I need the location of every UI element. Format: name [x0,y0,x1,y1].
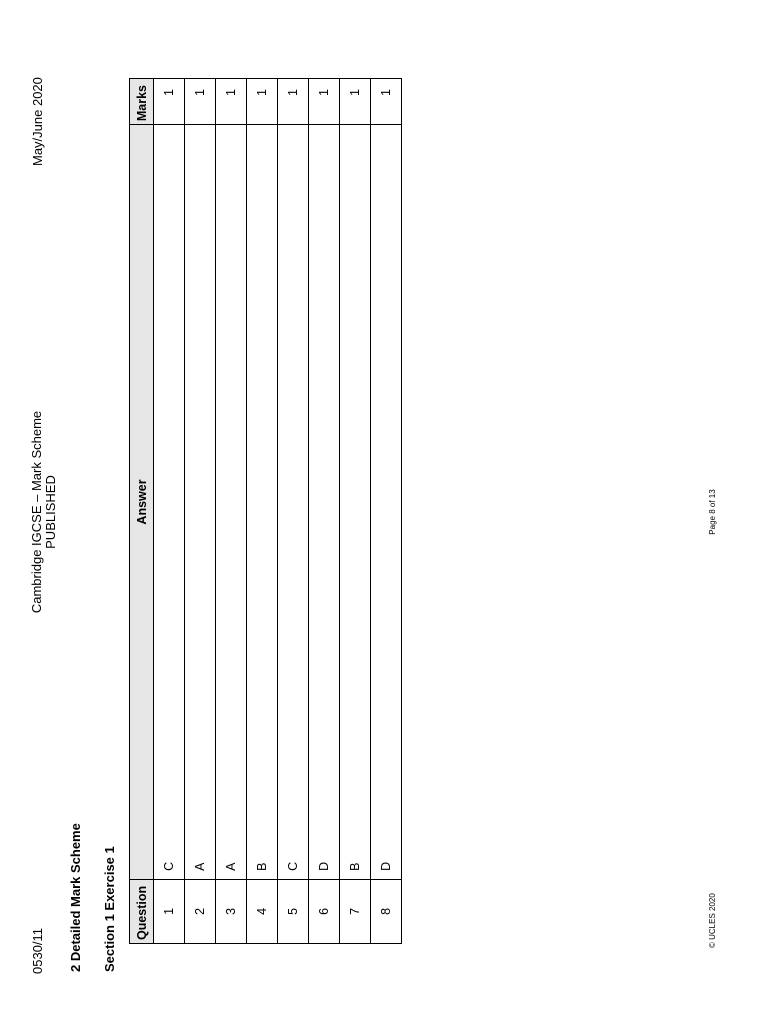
answer-cell: D [309,125,340,880]
table-header-row [130,79,154,944]
answer-cell: D [371,125,402,880]
question-number: 1 [154,879,185,943]
question-number: 5 [278,879,309,943]
page-number: Page 8 of 13 [708,489,717,535]
table-row [309,79,340,944]
section-heading: 2 Detailed Mark Scheme [68,823,83,972]
table-row [371,79,402,944]
marks-cell: 1 [278,79,309,125]
table-row [247,79,278,944]
answer-cell: A [216,125,247,880]
marks-cell: 1 [340,79,371,125]
marks-cell: 1 [216,79,247,125]
table-row [185,79,216,944]
answer-cell: C [154,125,185,880]
column-header-answer: Answer [130,125,154,880]
marks-cell: 1 [371,79,402,125]
question-number: 2 [185,879,216,943]
answer-cell: B [247,125,278,880]
mark-scheme-table [129,78,402,944]
table-row [154,79,185,944]
marks-cell: 1 [247,79,278,125]
column-header-question: Question [130,879,154,943]
answer-cell: C [278,125,309,880]
marks-cell: 1 [154,79,185,125]
question-number: 6 [309,879,340,943]
answer-cell: A [185,125,216,880]
question-number: 3 [216,879,247,943]
question-number: 4 [247,879,278,943]
document-title: Cambridge IGCSE – Mark Scheme [29,410,44,614]
column-header-marks: Marks [130,79,154,125]
answer-cell: B [340,125,371,880]
table-row [278,79,309,944]
marks-cell: 1 [309,79,340,125]
marks-cell: 1 [185,79,216,125]
question-number: 8 [371,879,402,943]
exam-session: May/June 2020 [30,77,45,166]
question-number: 7 [340,879,371,943]
publication-status: PUBLISHED [43,475,58,549]
table-row [216,79,247,944]
table-row [340,79,371,944]
paper-code: 0530/11 [30,927,45,974]
subsection-heading: Section 1 Exercise 1 [102,846,117,972]
copyright-notice: © UCLES 2020 [708,893,717,948]
